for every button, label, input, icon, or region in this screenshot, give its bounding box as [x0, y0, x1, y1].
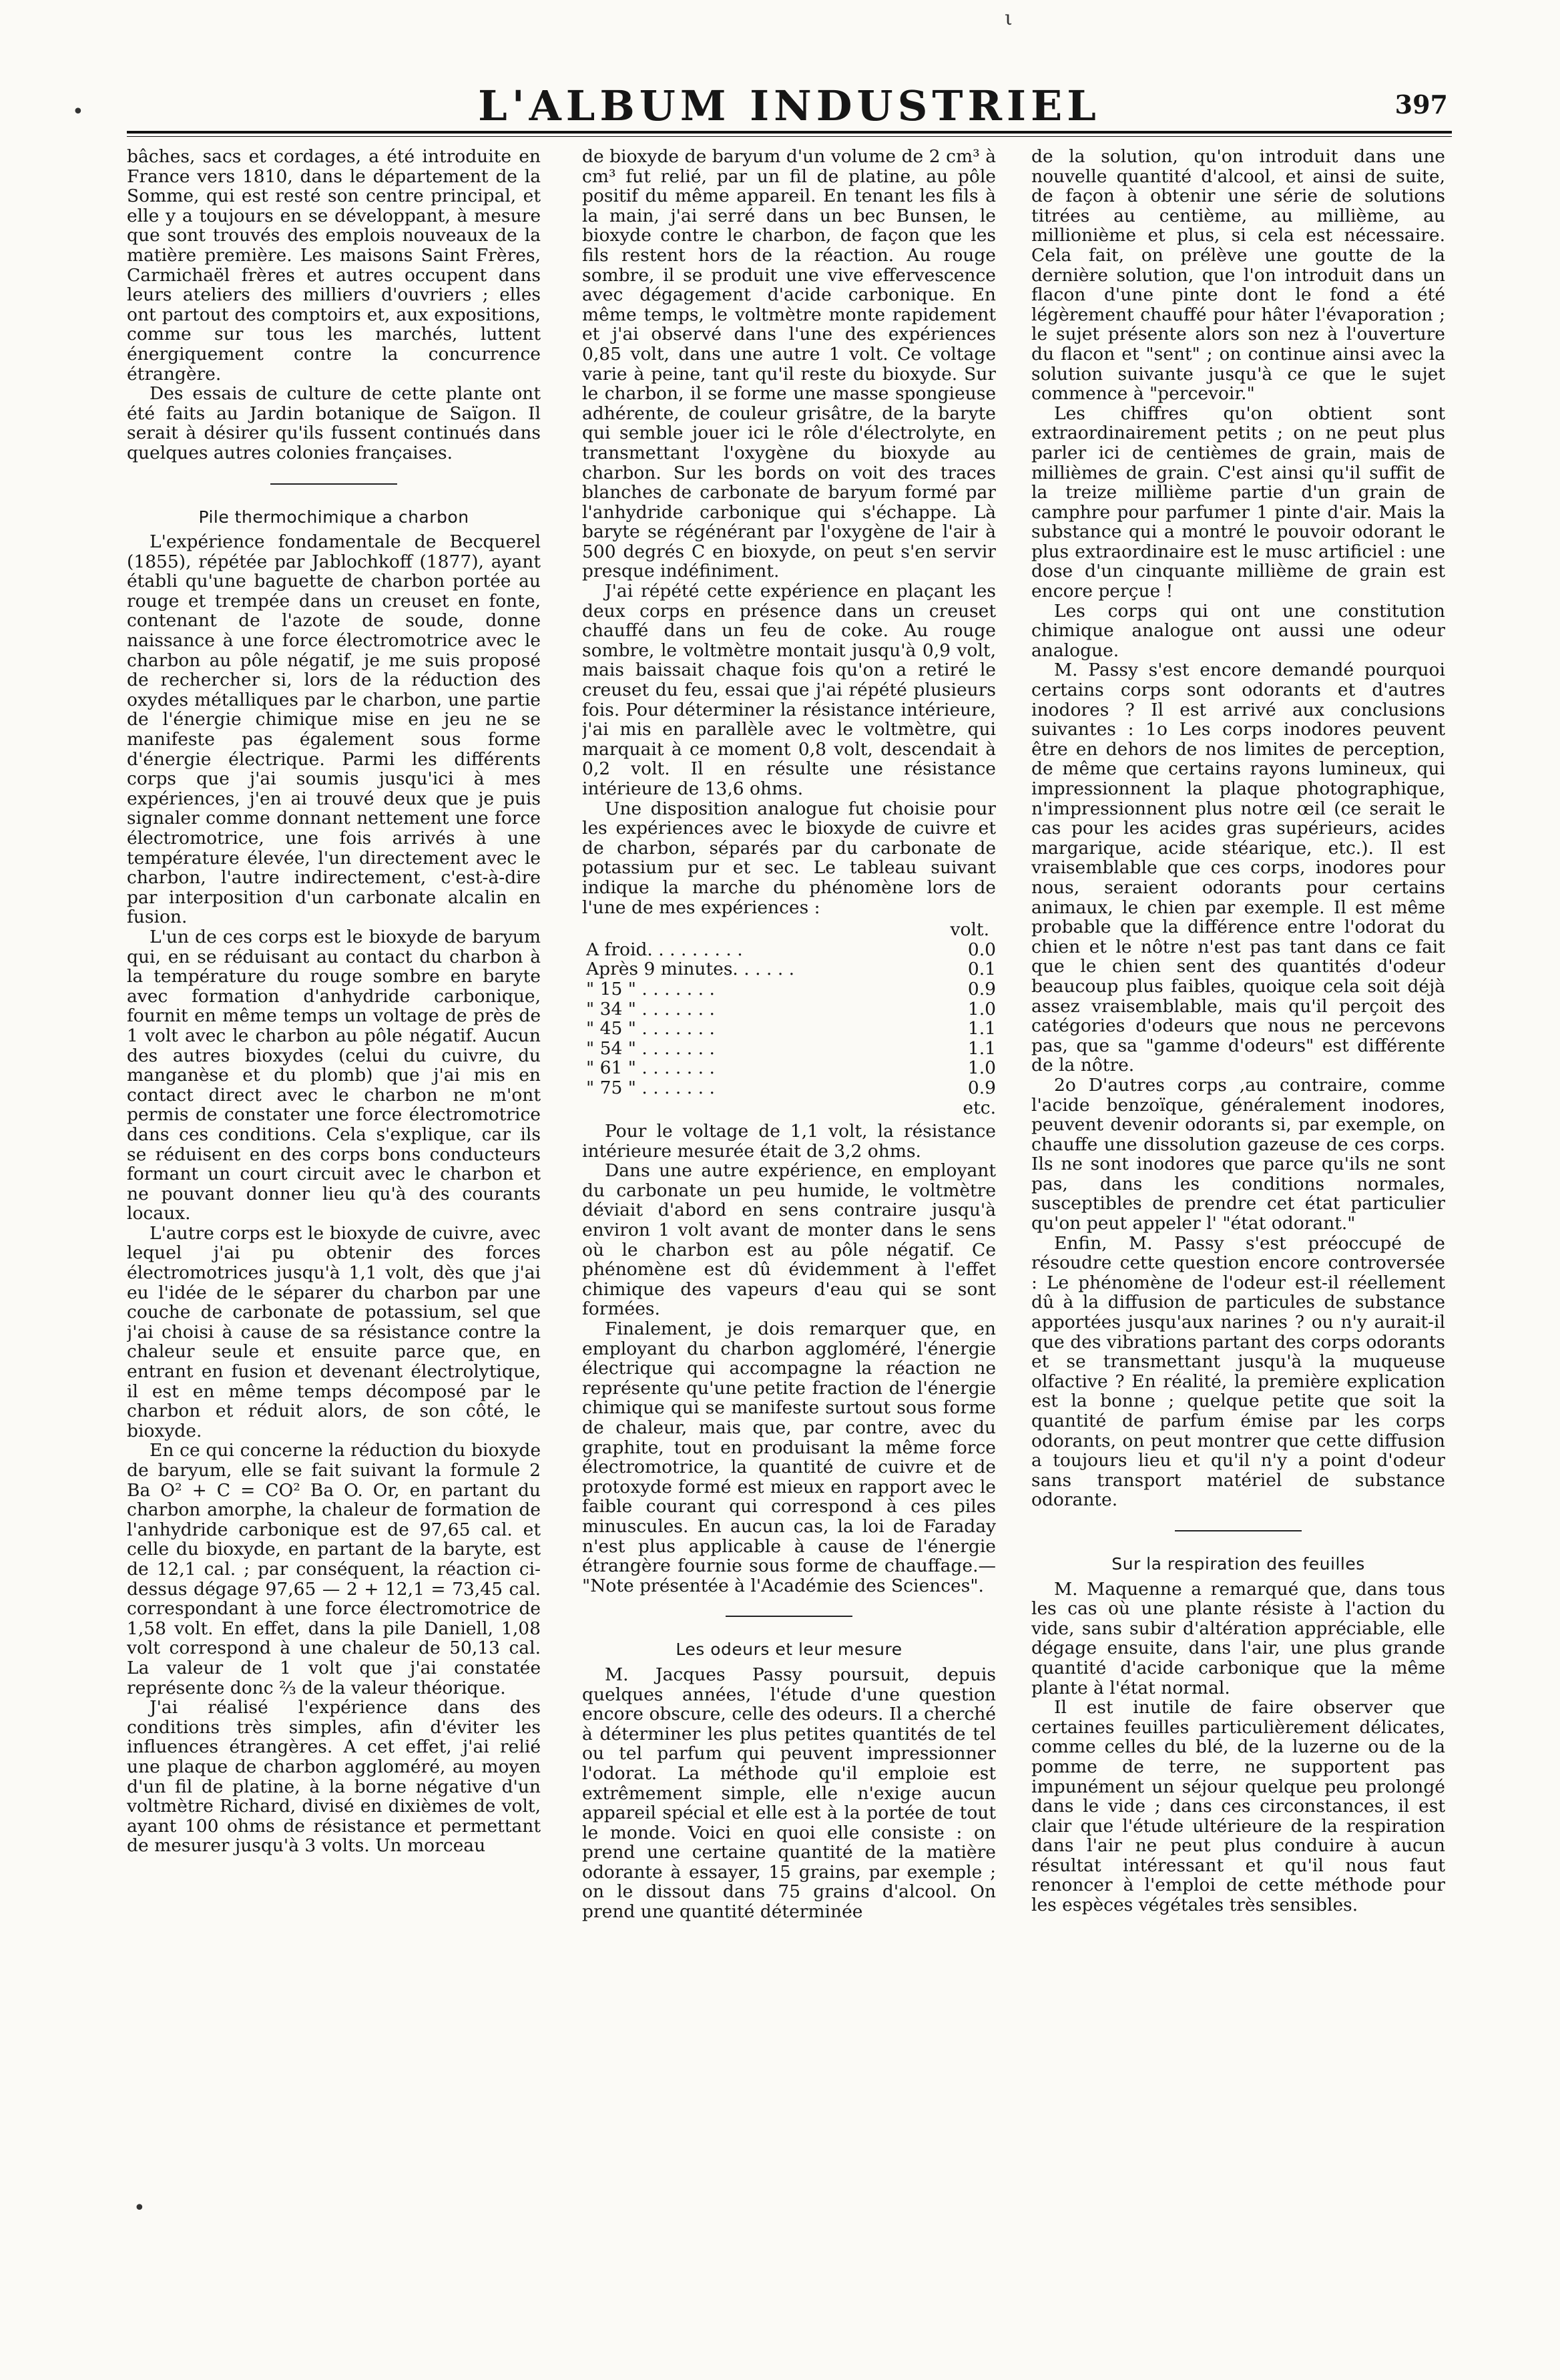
paragraph: Les corps qui ont une constitution chimique analogue ont aussi une odeur analogue. [1031, 600, 1445, 661]
paragraph: L'autre corps est le bioxyde de cuivre, avec lequel j'ai pu obtenir des forces électromotrices jusqu'à 1,1 volt, dès que j'ai eu l'idée de le séparer du charbon par une couche de carbonate de potassium, sel que j'ai choisi à cause de sa résistance contre la chaleur seule et ensuite parce que, en entrant en fusion et devenant électrolytique, il est en même temps décomposé par le charbon et réduit alors, de son côté, le bioxyde. [127, 1222, 541, 1441]
table-row-label: " 75 " . . . . . . . [586, 1077, 715, 1098]
print-mark: • [72, 100, 84, 124]
article-heading: Sur la respiration des feuilles [1111, 1554, 1365, 1574]
paragraph: L'expérience fondamentale de Becquerel (1855), répétée par Jablochkoff (1877), ayant établi qu'une baguette de charbon portée au rouge et trempée dans un creuset en fonte, contenant de l'azote de soude, donne naissance à une force électromotrice avec le charbon au pôle négatif, je me suis proposé de rechercher si, lors de la réduction des oxydes métalliques par le charbon, une partie de l'énergie chimique mise en jeu ne se manifeste pas également sous forme d'énergie électrique. Parmi les différents corps que j'ai soumis jusqu'ici à mes expériences, j'en ai trouvé deux que je puis signaler comme donnant nettement une force électromotrice, une fois arrivés à une température élevée, l'un directement avec le charbon, l'autre indirectement, c'est-à-dire par interposition d'un carbonate alcalin en fusion. [127, 531, 541, 928]
table-row [582, 1019, 996, 1039]
article-heading: Pile thermochimique a charbon [198, 507, 469, 527]
print-mark: • [134, 2196, 146, 2220]
table-row-value: 1.1 [967, 1018, 996, 1039]
table-row-label: A froid. . . . . . . . . [586, 939, 743, 960]
paragraph: de bioxyde de baryum d'un volume de 2 cm³ à cm³ fut relié, par un fil de platine, au pôle positif du même appareil. En tenant les fils à la main, j'ai serré dans un bec Bunsen, le bioxyde contre le charbon, de façon que les fils restent hors de la réaction. Au rouge sombre, il se produit une vive effervescence avec dégagement d'acide carbonique. En même temps, le voltmètre monte rapidement et j'ai observé dans l'une des expériences 0,85 volt, dans une autre 1 volt. Ce voltage varie à peine, tant qu'il reste du bioxyde. Sur le charbon, il se forme une masse spongieuse adhérente, de couleur grisâtre, de la baryte qui semble jouer ici le rôle d'électrolyte, en transmettant l'oxygène du bioxyde au charbon. Sur les bords on voit des traces blanches de carbonate de baryum formé par l'anhydride carbonique qui s'échappe. Là baryte se régénérant par l'oxygène de l'air à 500 degrés C en bioxyde, on peut s'en servir presque indéfiniment. [582, 147, 996, 582]
section-separator [726, 1616, 852, 1617]
article-heading: Les odeurs et leur mesure [676, 1640, 902, 1660]
page-header [127, 79, 1452, 132]
table-row-value: 0.9 [967, 978, 996, 999]
table-row-label: " 61 " . . . . . . . [586, 1057, 715, 1079]
table-row [582, 999, 996, 1019]
paragraph: 2o D'autres corps ,au contraire, comme l'acide benzoïque, généralement inodores, peuvent devenir odorants si, par exemple, on chauffe une dissolution gazeuse de ces corps. Ils ne sont inodores que parce qu'ils ne sont pas, dans les conditions normales, susceptibles de prendre cet état particulier qu'on peut appeler l' "état odorant." [1031, 1074, 1445, 1234]
table-row-value: 1.0 [967, 1057, 996, 1079]
paragraph: Une disposition analogue fut choisie pour les expériences avec le bioxyde de cuivre et de charbon, séparés par du carbonate de potassium pur et sec. Le tableau suivant indique la marche du phénomène lors de l'une de mes expériences : [582, 798, 996, 918]
paragraph: M. Jacques Passy poursuit, depuis quelques années, l'étude d'une question encore obscure, celle des odeurs. Il a cherché à déterminer les plus petites quantités de tel ou tel parfum qui peuvent impressionner l'odorat. La méthode qu'il emploie est extrêmement simple, elle n'exige aucun appareil spécial et elle est à la portée de tout le monde. Voici en quoi elle consiste : on prend une certaine quantité de la matière odorante à essayer, 15 grains, par exemple ; on le dissout dans 75 grains d'alcool. On prend une quantité déterminée [582, 1664, 996, 1923]
table-row-label: " 45 " . . . . . . . [586, 1018, 715, 1039]
paragraph: Il est inutile de faire observer que certaines feuilles particulièrement délicates, comme celles du blé, de la luzerne ou de la pomme de terre, ne supportent pas impunément un séjour quelque peu prolongé dans le vide ; dans ces circonstances, il est clair que l'étude ultérieure de la respiration dans l'air ne peut plus conduire à aucun résultat intéressant et qu'il nous faut renoncer à l'emploi de cette méthode pour les espèces végétales très sensibles. [1031, 1697, 1445, 1916]
table-row-value: 0.1 [967, 959, 996, 980]
table-unit: volt. [950, 919, 989, 941]
paragraph: M. Maquenne a remarqué que, dans tous les cas où une plante résiste à l'action du vide, sans subir d'altération appréciable, elle dégage ensuite, dans l'air, une plus grande quantité d'acide carbonique que la même plante à l'état normal. [1031, 1578, 1445, 1698]
table-row-value: 0.9 etc. [963, 1077, 996, 1118]
paragraph: M. Passy s'est encore demandé pourquoi certains corps sont odorants et d'autres inodores ? Il est arrivé aux conclusions suivantes : 1o Les corps inodores peuvent être en dehors de nos limites de perception, de même que certains rayons lumineux, qui impressionnent la plaque photographique, n'impressionnent plus notre œil (ce serait le cas pour les acides gras supérieurs, acides margarique, acide stéarique, etc.). Il est vraisemblable que ces corps, inodores pour nous, seraient odorants pour certains animaux, le chien par exemple. Il est même probable que la différence entre l'odorat du chien et le nôtre n'est pas tant dans ce fait que le chien sent des quantités d'odeur beaucoup plus faibles, quoique cela soit déjà assez vraisemblable, mais qu'il perçoit des catégories d'odeurs que nous ne percevons pas, que sa "gamme d'odeurs" est différente de la nôtre. [1031, 660, 1445, 1076]
paragraph: Pour le voltage de 1,1 volt, la résistance intérieure mesurée était de 3,2 ohms. [582, 1121, 996, 1162]
table-row-label: Après 9 minutes. . . . . . [586, 959, 795, 980]
paragraph: bâches, sacs et cordages, a été introduite en France vers 1810, dans le département de la Somme, qui est resté son centre principal, et elle y a toujours en se développant, à mesure que sont trouvés des emplois nouveaux de la matière première. Les maisons Saint Frères, Carmichaël frères et autres occupent dans leurs ateliers des milliers d'ouvriers ; elles ont partout des comptoirs et, aux expositions, comme sur tous les marchés, luttent énergiquement contre la concurrence étrangère. [127, 147, 541, 385]
paragraph: J'ai répété cette expérience en plaçant les deux corps en présence dans un creuset chauffé dans un feu de coke. Au rouge sombre, le voltmètre montait jusqu'à 0,9 volt, mais baissait chaque fois qu'on a retiré le creuset du feu, essai que j'ai répété plusieurs fois. Pour déterminer la résistance intérieure, j'ai mis en parallèle avec le voltmètre, qui marquait à ce moment 0,8 volt, descendait à 0,2 volt. Il en résulte une résistance intérieure de 13,6 ohms. [582, 581, 996, 799]
section-separator [270, 483, 397, 485]
column-3 [1031, 147, 1445, 2350]
paragraph: J'ai réalisé l'expérience dans des conditions très simples, afin d'éviter les influences étrangères. A cet effet, j'ai relié une plaque de charbon aggloméré, au moyen d'un fil de platine, à la borne négative d'un voltmètre Richard, divisé en dixièmes de volt, ayant 100 ohms de résistance et permettant de mesurer jusqu'à 3 volts. Un morceau [127, 1697, 541, 1857]
table-row-label: " 15 " . . . . . . . [586, 978, 715, 999]
table-row-value: 1.0 [967, 998, 996, 1019]
table-row [582, 1078, 996, 1118]
table-row [582, 1039, 996, 1059]
paragraph: de la solution, qu'on introduit dans une nouvelle quantité d'alcool, et ainsi de suite, de façon à obtenir une série de solutions titrées au centième, au millième, au millionième et plus, si cela est nécessaire. Cela fait, on prélève une goutte de la dernière solution, que l'on introduit dans un flacon d'une pinte dont le fond a été légèrement chauffé pour hâter l'évaporation ; le sujet présente alors son nez à l'ouverture du flacon et "sent" ; on continue ainsi avec la solution suivante jusqu'à ce que le sujet commence à "percevoir." [1031, 147, 1445, 405]
column-1 [127, 147, 541, 2350]
column-2 [582, 147, 996, 2350]
table-row [582, 959, 996, 979]
paragraph: Enfin, M. Passy s'est préoccupé de résoudre cette question encore controversée : Le phénomène de l'odeur est-il réellement dû à la diffusion de particules de substance apportées jusqu'aux narines ? ou n'y aurait-il que des vibrations partant des corps odorants et se transmettant jusqu'à la muqueuse olfactive ? En réalité, la première explication est la bonne ; quelque petite que soit la quantité de parfum émise par les corps odorants, on peut montrer que cette diffusion a toujours lieu et qu'il n'y a point d'odeur sans transport matériel de substance odorante. [1031, 1232, 1445, 1511]
paragraph: En ce qui concerne la réduction du bioxyde de baryum, elle se fait suivant la formule 2 Ba O² + C = CO² Ba O. Or, en partant du charbon amorphe, la chaleur de formation de l'anhydride carbonique est de 97,65 cal. et celle du bioxyde, en partant de la baryte, est de 12,1 cal. ; par conséquent, la réaction ci-dessus dégage 97,65 — 2 + 12,1 = 73,45 cal. correspondant à une force électromotrice de 1,58 volt. En effet, dans la pile Daniell, 1,08 volt correspond à une chaleur de 50,13 cal. La valeur de 1 volt que j'ai constatée représente donc ⅔ de la valeur théorique. [127, 1440, 541, 1698]
table-row [582, 940, 996, 960]
voltage-table [582, 920, 996, 1118]
print-mark: ι [1005, 7, 1013, 30]
paragraph: Des essais de culture de cette plante ont été faits au Jardin botanique de Saïgon. Il serait à désirer qu'ils fussent continués dans quelques autres colonies françaises. [127, 383, 541, 463]
table-row-label: " 54 " . . . . . . . [586, 1037, 715, 1059]
paragraph: Dans une autre expérience, en employant du carbonate un peu humide, le voltmètre déviait d'abord en sens contraire jusqu'à environ 1 volt avant de monter dans le sens où le charbon est au pôle négatif. Ce phénomène est dû évidemment à l'effet chimique des vapeurs d'eau qui se sont formées. [582, 1160, 996, 1320]
paragraph: L'un de ces corps est le bioxyde de baryum qui, en se réduisant au contact du charbon à la température du rouge sombre en baryte avec formation d'anhydride carbonique, fournit en même temps un voltage de près de 1 volt avec le charbon au pôle négatif. Aucun des autres bioxydes (celui du cuivre, du manganèse et du plomb) que j'ai mis en contact direct avec le charbon ne m'ont permis de constater une force électromotrice dans ces conditions. Cela s'explique, car ils se réduisent en des corps bons conducteurs formant un court circuit avec le charbon et ne pouvant donner lieu qu'à des courants locaux. [127, 926, 541, 1224]
header-rule [127, 131, 1452, 134]
section-separator [1175, 1530, 1302, 1531]
table-row-value: 0.0 [967, 939, 996, 960]
page-number: 397 [1394, 89, 1448, 120]
paragraph: Les chiffres qu'on obtient sont extraordinairement petits ; on ne peut plus parler ici de centièmes de grain, mais de millièmes de grain. C'est ainsi qu'il suffit de la treize millième partie d'un grain de camphre pour parfumer 1 pinte d'air. Mais la substance qui a montré le pouvoir odorant le plus extraordinaire est le musc artificiel : une dose d'un cinquante millième de grain est encore perçue ! [1031, 403, 1445, 602]
table-row [582, 1058, 996, 1078]
table-row-value: 1.1 [967, 1037, 996, 1059]
paragraph: Finalement, je dois remarquer que, en employant du charbon aggloméré, l'énergie électrique qui accompagne la réaction ne représente qu'une petite fraction de l'énergie chimique qui se manifeste surtout sous forme de chaleur, mais que, par contre, avec du graphite, tout en produisant la même force électromotrice, la quantité de cuivre et de protoxyde formé est mieux en rapport avec le faible courant qui correspond à ces piles minuscules. En aucun cas, la loi de Faraday n'est plus applicable à cause de l'énergie étrangère fournie sous forme de chauffage.— "Note présentée à l'Académie des Sciences". [582, 1319, 996, 1596]
masthead-title: L'ALBUM INDUSTRIEL [478, 81, 1101, 130]
header-rule-thin [127, 136, 1452, 137]
table-row-label: " 34 " . . . . . . . [586, 998, 715, 1019]
table-row [582, 979, 996, 999]
